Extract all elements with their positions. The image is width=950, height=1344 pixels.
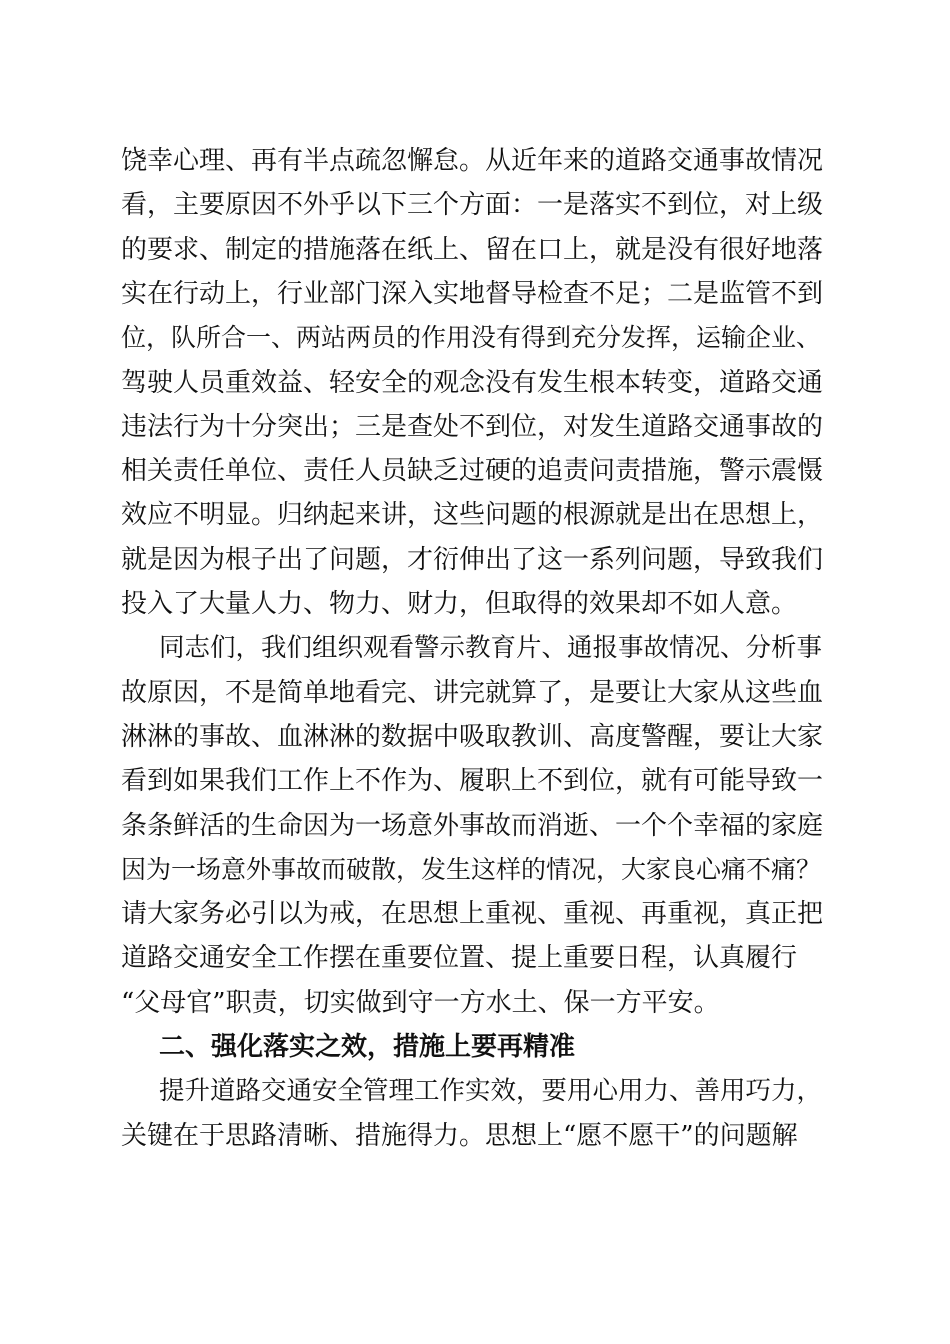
text-line: 相关责任单位、责任人员缺乏过硬的追责问责措施，警示震慑	[121, 456, 824, 487]
paragraph-first-line: 同志们，我们组织观看警示教育片、通报事故情况、分析事	[159, 633, 823, 664]
text-line: 淋淋的事故、血淋淋的数据中吸取教训、高度警醒，要让大家	[121, 721, 824, 752]
text-line: 条条鲜活的生命因为一场意外事故而消逝、一个个幸福的家庭	[121, 810, 824, 841]
text-line: 驾驶人员重效益、轻安全的观念没有发生根本转变，道路交通	[121, 367, 824, 398]
text-line: 看到如果我们工作上不作为、履职上不到位，就有可能导致一	[121, 766, 824, 797]
text-line: 的要求、制定的措施落在纸上、留在口上，就是没有很好地落	[121, 234, 824, 265]
text-line: 请大家务必引以为戒，在思想上重视、重视、再重视，真正把	[121, 899, 824, 930]
text-line: 违法行为十分突出；三是查处不到位，对发生道路交通事故的	[121, 411, 824, 442]
text-line: 饶幸心理、再有半点疏忽懈怠。从近年来的道路交通事故情况	[121, 146, 824, 176]
text-line: 效应不明显。归纳起来讲，这些问题的根源就是出在思想上，	[121, 500, 824, 531]
text-line: 投入了大量人力、物力、财力，但取得的效果却不如人意。	[121, 589, 798, 619]
text-line: 因为一场意外事故而破散，发生这样的情况，大家良心痛不痛？	[121, 854, 822, 884]
text-line: 位，队所合一、两站两员的作用没有得到充分发挥，运输企业、	[121, 323, 822, 353]
text-line: 实在行动上，行业部门深入实地督导检查不足；二是监管不到	[121, 278, 824, 309]
text-line: 看，主要原因不外乎以下三个方面：一是落实不到位，对上级	[121, 190, 824, 221]
text-line: 道路交通安全工作摆在重要位置、提上重要日程，认真履行	[121, 943, 798, 974]
section-heading: 二、强化落实之效，措施上要再精准	[159, 1032, 576, 1062]
text-line: 就是因为根子出了问题，才衍伸出了这一系列问题，导致我们	[121, 544, 824, 575]
text-line: 关键在于思路清晰、措施得力。思想上“愿不愿干”的问题解	[121, 1120, 798, 1151]
text-line: 故原因，不是简单地看完、讲完就算了，是要让大家从这些血	[121, 677, 824, 708]
paragraph-first-line: 提升道路交通安全管理工作实效，要用心用力、善用巧力，	[159, 1076, 823, 1107]
text-line: “父母官”职责，切实做到守一方水土、保一方平安。	[121, 987, 720, 1018]
